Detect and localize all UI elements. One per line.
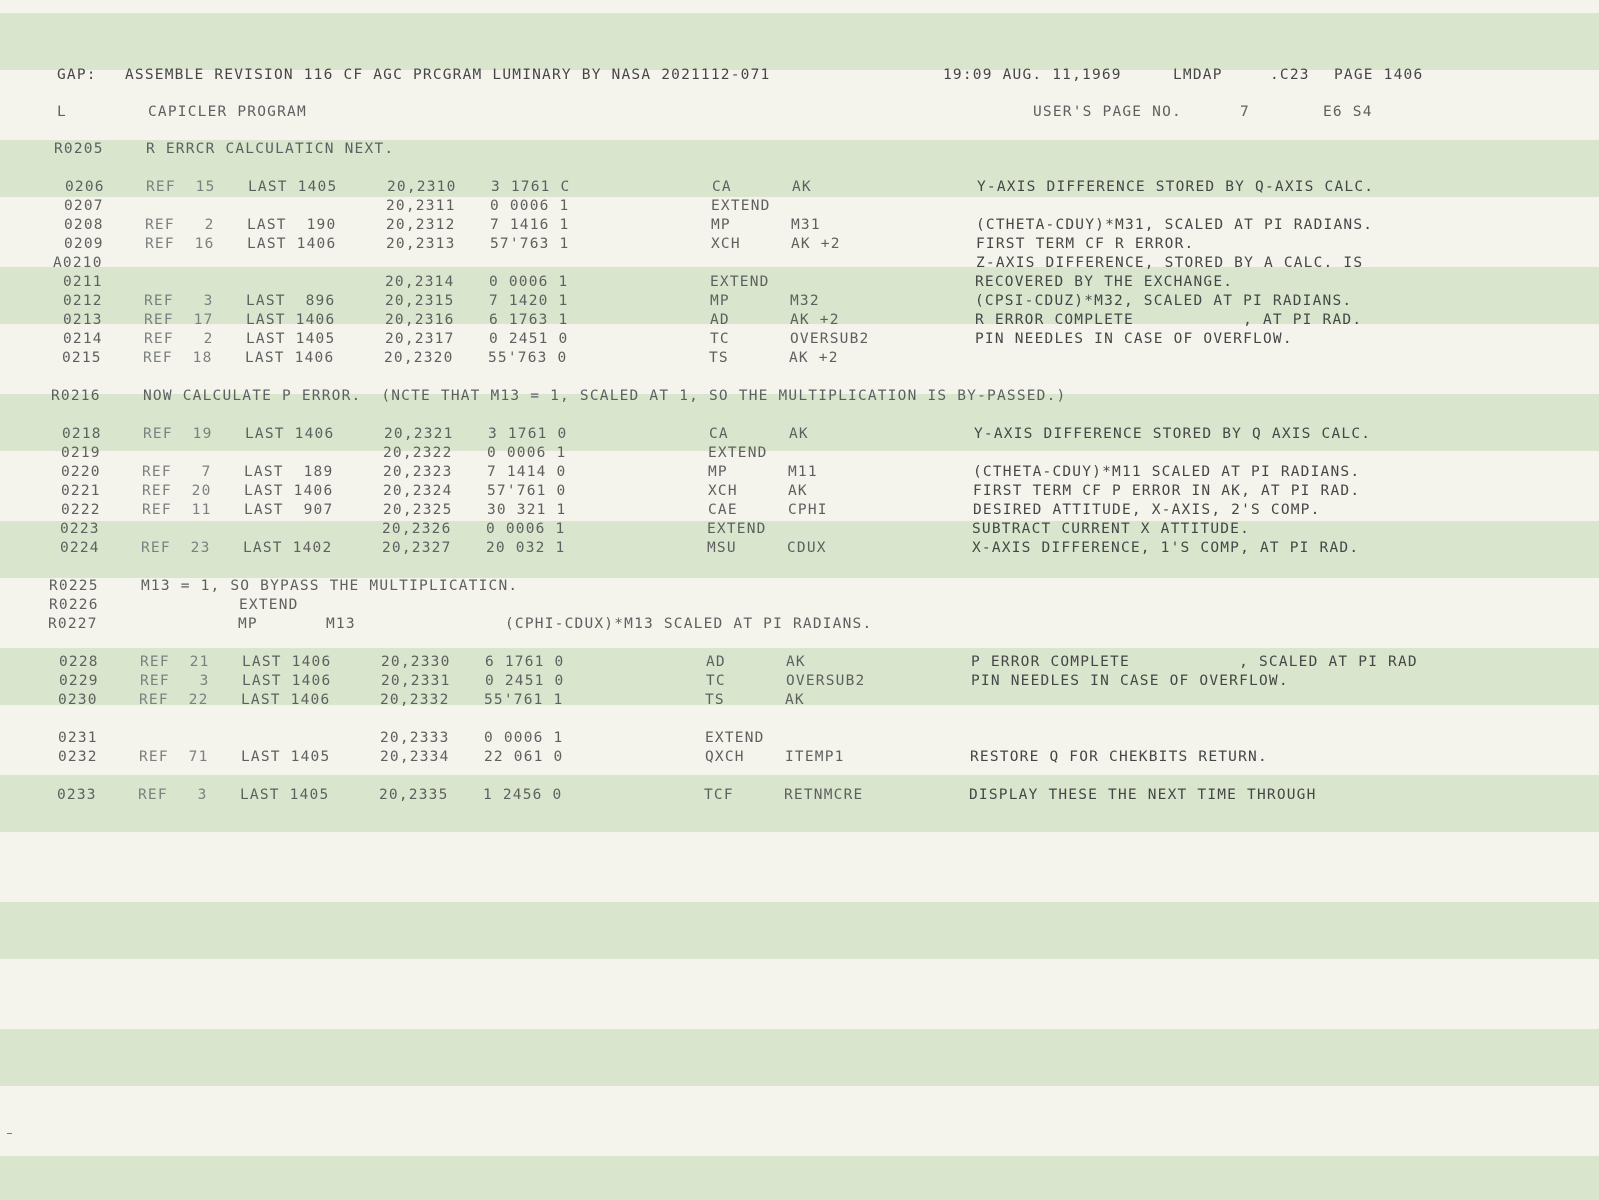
line-operand: CDUX [787, 540, 827, 556]
line-seq: 0232 [58, 749, 98, 765]
line-ref: REF 7 [142, 464, 212, 480]
line-operand: AK +2 [789, 350, 839, 366]
line-op: TC [706, 673, 726, 689]
line-comment: Z-AXIS DIFFERENCE, STORED BY A CALC. IS [976, 255, 1364, 271]
line-remark-operand: M13 [326, 616, 356, 632]
line-op: EXTEND [707, 521, 767, 537]
line-addr: 20,2315 [385, 293, 455, 309]
line-op: EXTEND [711, 198, 771, 214]
line-code: 6 1761 0 [485, 654, 565, 670]
line-op: EXTEND [705, 730, 765, 746]
line-seq: 0231 [58, 730, 98, 746]
line-addr: 20,2327 [382, 540, 452, 556]
line-operand: AK +2 [791, 236, 841, 252]
line-comment: SUBTRACT CURRENT X ATTITUDE. [972, 521, 1251, 537]
line-comment-line: NOW CALCULATE P ERROR. (NCTE THAT M13 = 1, SCALED AT 1, SO THE MULTIPLICATION IS BY-PASSED.) [143, 388, 1067, 404]
line-ref: REF 2 [144, 331, 214, 347]
line-ref: REF 20 [142, 483, 212, 499]
line-seq: 0214 [63, 331, 103, 347]
assembly-timestamp: 19:09 AUG. 11,1969 [943, 67, 1122, 83]
line-addr: 20,2322 [383, 445, 453, 461]
line-operand: OVERSUB2 [790, 331, 870, 347]
line-seq: R0227 [48, 616, 98, 632]
line-code: 7 1420 1 [489, 293, 569, 309]
line-addr: 20,2320 [384, 350, 454, 366]
line-ref: REF 16 [145, 236, 215, 252]
line-op: XCH [711, 236, 741, 252]
line-addr: 20,2333 [380, 730, 450, 746]
line-comment: (CPSI-CDUZ)*M32, SCALED AT PI RADIANS. [975, 293, 1353, 309]
line-code: 0 2451 0 [485, 673, 565, 689]
line-operand: OVERSUB2 [786, 673, 866, 689]
line-last: LAST 1405 [246, 331, 336, 347]
line-seq: 0207 [64, 198, 104, 214]
line-addr: 20,2325 [383, 502, 453, 518]
line-addr: 20,2310 [387, 179, 457, 195]
line-seq: 0224 [60, 540, 100, 556]
line-comment: DISPLAY THESE THE NEXT TIME THROUGH [969, 787, 1317, 803]
line-addr: 20,2326 [382, 521, 452, 537]
line-comment: (CTHETA-CDUY)*M31, SCALED AT PI RADIANS. [976, 217, 1374, 233]
line-ref: REF 22 [139, 692, 209, 708]
line-ref: REF 18 [143, 350, 213, 366]
line-op: TS [709, 350, 729, 366]
line-operand: AK [785, 692, 805, 708]
line-operand: ITEMP1 [785, 749, 845, 765]
line-comment: P ERROR COMPLETE , SCALED AT PI RAD [971, 654, 1418, 670]
line-op: MP [711, 217, 731, 233]
line-op: TC [710, 331, 730, 347]
line-addr: 20,2323 [383, 464, 453, 480]
line-seq: 0222 [61, 502, 101, 518]
line-code: 55'761 1 [484, 692, 564, 708]
line-ref: REF 11 [142, 502, 212, 518]
line-op: CAE [708, 502, 738, 518]
line-last: LAST 1402 [243, 540, 333, 556]
line-last: LAST 1405 [240, 787, 330, 803]
line-code: 0 0006 1 [490, 198, 570, 214]
line-comment-line: R ERRCR CALCULATICN NEXT. [146, 141, 395, 157]
line-operand: M32 [790, 293, 820, 309]
line-op: AD [710, 312, 730, 328]
line-ref: REF 2 [145, 217, 215, 233]
line-seq: R0205 [54, 141, 104, 157]
line-seq: R0226 [49, 597, 99, 613]
line-seq: R0225 [49, 578, 99, 594]
line-op: MSU [707, 540, 737, 556]
line-ref: REF 3 [144, 293, 214, 309]
line-comment: X-AXIS DIFFERENCE, 1'S COMP, AT PI RAD. [972, 540, 1360, 556]
line-seq: 0208 [64, 217, 104, 233]
line-op: EXTEND [710, 274, 770, 290]
line-code: 0 0006 1 [486, 521, 566, 537]
line-seq: 0219 [61, 445, 101, 461]
line-code: 57'761 0 [487, 483, 567, 499]
line-addr: 20,2324 [383, 483, 453, 499]
line-code: 0 2451 0 [489, 331, 569, 347]
line-comment: RECOVERED BY THE EXCHANGE. [975, 274, 1234, 290]
line-seq: 0211 [63, 274, 103, 290]
line-code: 7 1414 0 [487, 464, 567, 480]
line-ref: REF 23 [141, 540, 211, 556]
line-op: AD [706, 654, 726, 670]
line-ref: REF 17 [144, 312, 214, 328]
line-last: LAST 1406 [241, 692, 331, 708]
line-comment: RESTORE Q FOR CHEKBITS RETURN. [970, 749, 1268, 765]
line-last: LAST 1406 [245, 350, 335, 366]
line-addr: 20,2317 [385, 331, 455, 347]
line-addr: 20,2312 [386, 217, 456, 233]
line-operand: CPHI [788, 502, 828, 518]
page-number: PAGE 1406 [1334, 67, 1424, 83]
line-code: 7 1416 1 [490, 217, 570, 233]
line-code: 3 1761 C [491, 179, 571, 195]
line-ref: REF 15 [146, 179, 216, 195]
line-ref: REF 19 [143, 426, 213, 442]
line-last: LAST 896 [246, 293, 336, 309]
line-code: 1 2456 0 [483, 787, 563, 803]
line-operand: AK [788, 483, 808, 499]
line-comment: PIN NEEDLES IN CASE OF OVERFLOW. [975, 331, 1293, 347]
line-remark-comment: (CPHI-CDUX)*M13 SCALED AT PI RADIANS. [505, 616, 873, 632]
line-last: LAST 1406 [246, 312, 336, 328]
line-code: 0 0006 1 [489, 274, 569, 290]
line-code: 57'763 1 [490, 236, 570, 252]
line-addr: 20,2332 [380, 692, 450, 708]
line-op: QXCH [705, 749, 745, 765]
program-title: CAPICLER PROGRAM [148, 104, 307, 120]
line-addr: 20,2321 [384, 426, 454, 442]
line-operand: AK [792, 179, 812, 195]
gap-label: GAP: [57, 67, 97, 83]
line-last: LAST 189 [244, 464, 334, 480]
users-page-label: USER'S PAGE NO. [1033, 104, 1182, 120]
users-page-number: 7 [1240, 104, 1250, 120]
line-comment: Y-AXIS DIFFERENCE STORED BY Q-AXIS CALC. [977, 179, 1375, 195]
line-remark-op: EXTEND [239, 597, 299, 613]
line-code: 20 032 1 [486, 540, 566, 556]
line-seq: 0212 [63, 293, 103, 309]
line-operand: AK [786, 654, 806, 670]
line-addr: 20,2313 [386, 236, 456, 252]
line-op: CA [712, 179, 732, 195]
line-code: 3 1761 0 [488, 426, 568, 442]
line-comment: PIN NEEDLES IN CASE OF OVERFLOW. [971, 673, 1289, 689]
line-last: LAST 907 [244, 502, 334, 518]
line-operand: RETNMCRE [784, 787, 864, 803]
line-addr: 20,2330 [381, 654, 451, 670]
line-code: 30 321 1 [487, 502, 567, 518]
line-last: LAST 1406 [244, 483, 334, 499]
line-remark-op: MP [238, 616, 258, 632]
line-seq: 0230 [58, 692, 98, 708]
line-op: TCF [704, 787, 734, 803]
line-last: LAST 1406 [245, 426, 335, 442]
line-last: LAST 1406 [247, 236, 337, 252]
line-last: LAST 1406 [242, 654, 332, 670]
line-code: 6 1763 1 [489, 312, 569, 328]
line-operand: AK +2 [790, 312, 840, 328]
line-seq: 0228 [59, 654, 99, 670]
line-ref: REF 3 [138, 787, 208, 803]
line-addr: 20,2335 [379, 787, 449, 803]
line-comment-line: M13 = 1, SO BYPASS THE MULTIPLICATICN. [141, 578, 519, 594]
line-code: 0 0006 1 [484, 730, 564, 746]
line-op: CA [709, 426, 729, 442]
line-op: EXTEND [708, 445, 768, 461]
line-comment: (CTHETA-CDUY)*M11 SCALED AT PI RADIANS. [973, 464, 1361, 480]
line-comment: R ERROR COMPLETE , AT PI RAD. [975, 312, 1363, 328]
line-seq: 0218 [62, 426, 102, 442]
line-seq: 0221 [61, 483, 101, 499]
line-comment: Y-AXIS DIFFERENCE STORED BY Q AXIS CALC. [974, 426, 1372, 442]
line-seq: 0220 [61, 464, 101, 480]
line-last: LAST 1405 [241, 749, 331, 765]
line-seq: 0223 [60, 521, 100, 537]
line-seq: 0229 [59, 673, 99, 689]
line-seq: 0209 [64, 236, 104, 252]
line-op: MP [708, 464, 728, 480]
assembly-title: ASSEMBLE REVISION 116 CF AGC PRCGRAM LUMINARY BY NASA 2021112-071 [125, 67, 771, 83]
line-op: XCH [708, 483, 738, 499]
line-addr: 20,2331 [381, 673, 451, 689]
program-name: LMDAP [1173, 67, 1223, 83]
program-code: .C23 [1270, 67, 1310, 83]
line-comment: FIRST TERM CF R ERROR. [976, 236, 1195, 252]
line-comment: FIRST TERM CF P ERROR IN AK, AT PI RAD. [973, 483, 1361, 499]
line-ref: REF 71 [139, 749, 209, 765]
line-seq: 0213 [63, 312, 103, 328]
line-last: LAST 1406 [242, 673, 332, 689]
line-addr: 20,2316 [385, 312, 455, 328]
line-addr: 20,2311 [386, 198, 456, 214]
line-seq: A0210 [53, 255, 103, 271]
line-code: 0 0006 1 [487, 445, 567, 461]
listing-letter: L [57, 104, 67, 120]
line-code: 22 061 0 [484, 749, 564, 765]
line-op: MP [710, 293, 730, 309]
line-seq: R0216 [51, 388, 101, 404]
line-comment: DESIRED ATTITUDE, X-AXIS, 2'S COMP. [973, 502, 1321, 518]
line-code: 55'763 0 [488, 350, 568, 366]
line-seq: 0206 [65, 179, 105, 195]
line-last: LAST 1405 [248, 179, 338, 195]
line-addr: 20,2314 [385, 274, 455, 290]
margin-mark [7, 1133, 12, 1134]
line-operand: AK [789, 426, 809, 442]
line-last: LAST 190 [247, 217, 337, 233]
line-addr: 20,2334 [380, 749, 450, 765]
line-seq: 0215 [62, 350, 102, 366]
line-op: TS [705, 692, 725, 708]
line-ref: REF 3 [140, 673, 210, 689]
line-ref: REF 21 [140, 654, 210, 670]
line-operand: M11 [788, 464, 818, 480]
line-seq: 0233 [57, 787, 97, 803]
page-code: E6 S4 [1323, 104, 1373, 120]
line-operand: M31 [791, 217, 821, 233]
